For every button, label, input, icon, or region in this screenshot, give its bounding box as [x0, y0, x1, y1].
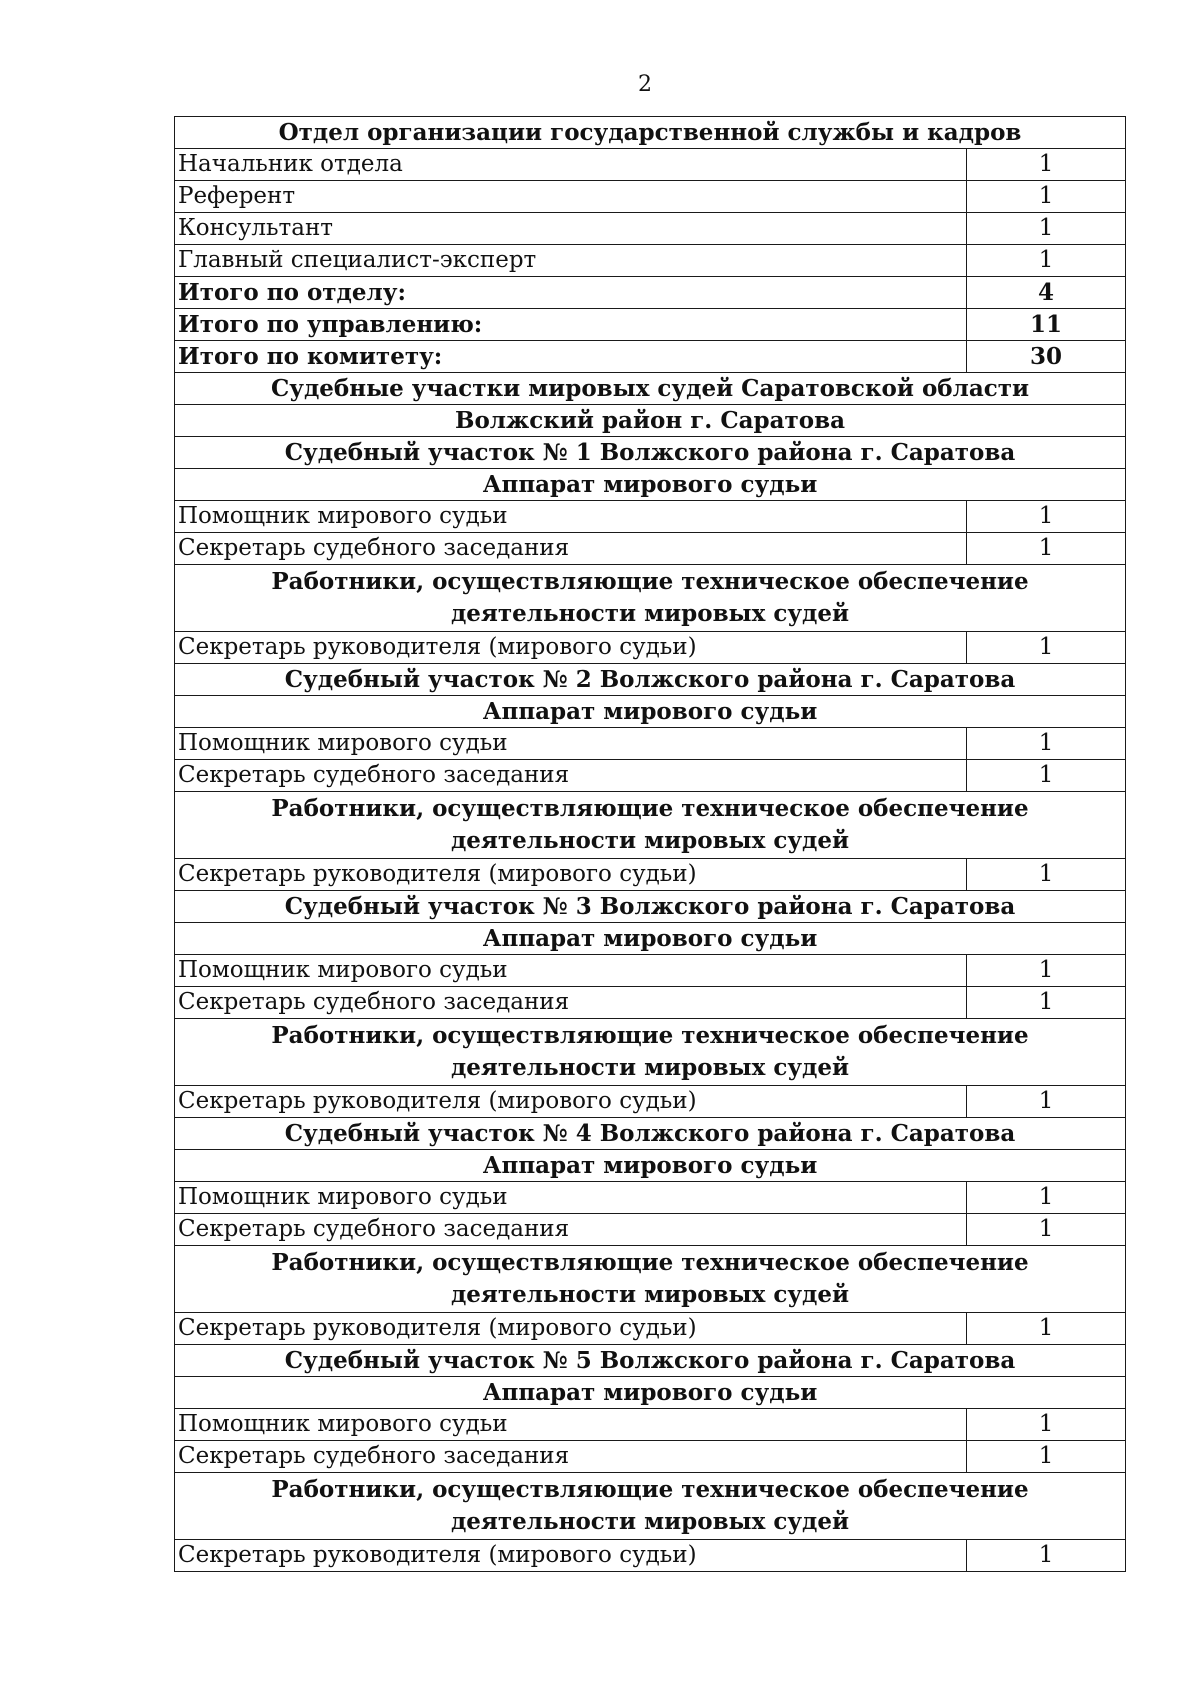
- position-count: 1: [967, 955, 1126, 987]
- position-name: Консультант: [175, 213, 967, 245]
- total-row: [175, 277, 1126, 309]
- total-label: Итого по комитету:: [175, 341, 967, 373]
- tech-staff-title: Работники, осуществляющие техническое обеспечение деятельности мировых судей: [175, 1019, 1126, 1086]
- table-row: [175, 149, 1126, 181]
- position-name: Секретарь судебного заседания: [175, 1214, 967, 1246]
- table-row: [175, 728, 1126, 760]
- total-value: 11: [967, 309, 1126, 341]
- courts-header-row: [175, 373, 1126, 405]
- table-row: [175, 955, 1126, 987]
- apparatus-header-row: [175, 469, 1126, 501]
- table-row: [175, 760, 1126, 792]
- total-value: 4: [967, 277, 1126, 309]
- position-count: 1: [967, 501, 1126, 533]
- position-count: 1: [967, 533, 1126, 565]
- apparatus-title: Аппарат мирового судьи: [175, 1150, 1126, 1182]
- tech-staff-title: Работники, осуществляющие техническое обеспечение деятельности мировых судей: [175, 792, 1126, 859]
- position-name: Секретарь руководителя (мирового судьи): [175, 859, 967, 891]
- position-count: 1: [967, 632, 1126, 664]
- table-row: [175, 859, 1126, 891]
- court-section-title: Судебный участок № 1 Волжского района г. Саратова: [175, 437, 1126, 469]
- tech-header-row: [175, 1246, 1126, 1313]
- position-name: Секретарь руководителя (мирового судьи): [175, 1540, 967, 1572]
- total-value: 30: [967, 341, 1126, 373]
- position-name: Секретарь руководителя (мирового судьи): [175, 1086, 967, 1118]
- position-count: 1: [967, 987, 1126, 1019]
- position-count: 1: [967, 760, 1126, 792]
- position-count: 1: [967, 1182, 1126, 1214]
- apparatus-header-row: [175, 923, 1126, 955]
- table-row: [175, 987, 1126, 1019]
- table-row: [175, 1409, 1126, 1441]
- position-name: Секретарь руководителя (мирового судьи): [175, 1313, 967, 1345]
- position-count: 1: [967, 1086, 1126, 1118]
- tech-header-row: [175, 1473, 1126, 1540]
- table-row: [175, 245, 1126, 277]
- position-name: Помощник мирового судьи: [175, 501, 967, 533]
- apparatus-title: Аппарат мирового судьи: [175, 696, 1126, 728]
- tech-staff-title: Работники, осуществляющие техническое обеспечение деятельности мировых судей: [175, 1246, 1126, 1313]
- staffing-table: [174, 116, 1126, 1572]
- table-row: [175, 1214, 1126, 1246]
- table-row: [175, 632, 1126, 664]
- table-row: [175, 533, 1126, 565]
- position-name: Референт: [175, 181, 967, 213]
- position-name: Секретарь судебного заседания: [175, 1441, 967, 1473]
- apparatus-header-row: [175, 1377, 1126, 1409]
- tech-header-row: [175, 792, 1126, 859]
- apparatus-title: Аппарат мирового судьи: [175, 469, 1126, 501]
- court-section-title: Судебный участок № 4 Волжского района г. Саратова: [175, 1118, 1126, 1150]
- position-name: Помощник мирового судьи: [175, 955, 967, 987]
- tech-staff-title: Работники, осуществляющие техническое обеспечение деятельности мировых судей: [175, 565, 1126, 632]
- page-number: 2: [638, 72, 652, 97]
- position-count: 1: [967, 1441, 1126, 1473]
- table-row: [175, 1540, 1126, 1572]
- tech-staff-title: Работники, осуществляющие техническое обеспечение деятельности мировых судей: [175, 1473, 1126, 1540]
- position-name: Секретарь судебного заседания: [175, 533, 967, 565]
- position-count: 1: [967, 728, 1126, 760]
- staffing-table-body: [175, 117, 1126, 1572]
- position-count: 1: [967, 245, 1126, 277]
- position-count: 1: [967, 1214, 1126, 1246]
- position-name: Секретарь судебного заседания: [175, 760, 967, 792]
- table-row: [175, 1313, 1126, 1345]
- total-label: Итого по управлению:: [175, 309, 967, 341]
- position-name: Начальник отдела: [175, 149, 967, 181]
- position-count: 1: [967, 213, 1126, 245]
- total-row: [175, 309, 1126, 341]
- table-row: [175, 1086, 1126, 1118]
- apparatus-header-row: [175, 1150, 1126, 1182]
- total-label: Итого по отделу:: [175, 277, 967, 309]
- court-section-header-row: [175, 1118, 1126, 1150]
- table-row: [175, 181, 1126, 213]
- table-row: [175, 501, 1126, 533]
- department-header-row: [175, 117, 1126, 149]
- position-name: Секретарь руководителя (мирового судьи): [175, 632, 967, 664]
- court-section-header-row: [175, 891, 1126, 923]
- table-row: [175, 1441, 1126, 1473]
- court-section-header-row: [175, 1345, 1126, 1377]
- position-count: 1: [967, 1409, 1126, 1441]
- tech-header-row: [175, 565, 1126, 632]
- position-name: Помощник мирового судьи: [175, 1182, 967, 1214]
- position-count: 1: [967, 1540, 1126, 1572]
- court-section-title: Судебный участок № 5 Волжского района г. Саратова: [175, 1345, 1126, 1377]
- court-section-header-row: [175, 664, 1126, 696]
- position-name: Главный специалист-эксперт: [175, 245, 967, 277]
- position-name: Помощник мирового судьи: [175, 1409, 967, 1441]
- total-row: [175, 341, 1126, 373]
- position-count: 1: [967, 1313, 1126, 1345]
- department-title: Отдел организации государственной службы и кадров: [175, 117, 1126, 149]
- position-count: 1: [967, 181, 1126, 213]
- court-section-title: Судебный участок № 2 Волжского района г. Саратова: [175, 664, 1126, 696]
- table-row: [175, 213, 1126, 245]
- court-section-title: Судебный участок № 3 Волжского района г. Саратова: [175, 891, 1126, 923]
- position-name: Помощник мирового судьи: [175, 728, 967, 760]
- courts-title: Судебные участки мировых судей Саратовской области: [175, 373, 1126, 405]
- position-count: 1: [967, 859, 1126, 891]
- court-section-header-row: [175, 437, 1126, 469]
- apparatus-title: Аппарат мирового судьи: [175, 1377, 1126, 1409]
- district-title: Волжский район г. Саратова: [175, 405, 1126, 437]
- apparatus-title: Аппарат мирового судьи: [175, 923, 1126, 955]
- position-count: 1: [967, 149, 1126, 181]
- district-header-row: [175, 405, 1126, 437]
- apparatus-header-row: [175, 696, 1126, 728]
- position-name: Секретарь судебного заседания: [175, 987, 967, 1019]
- table-row: [175, 1182, 1126, 1214]
- tech-header-row: [175, 1019, 1126, 1086]
